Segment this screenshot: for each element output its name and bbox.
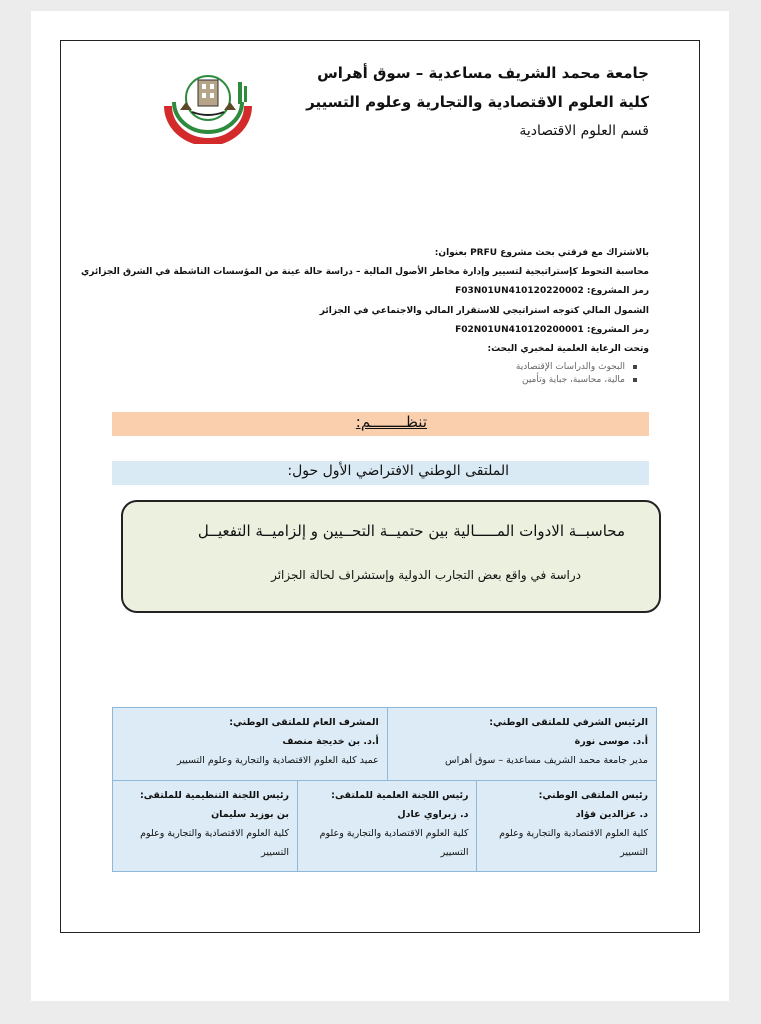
university-name: جامعة محمد الشريف مساعدية – سوق أهراس — [317, 64, 649, 82]
conference-title-box — [121, 500, 661, 613]
conference-subtitle: دراسة في واقع بعض التجارب الدولية وإستشراف لحالة الجزائر — [271, 568, 581, 582]
project2-code: رمز المشروع: F02N01UN410120200001 — [455, 325, 649, 335]
intro-line: بالاشتراك مع فرقتي بحث مشروع PRFU بعنوان: — [434, 248, 649, 258]
conference-label: الملتقى الوطني الافتراضي الأول حول: — [287, 463, 509, 479]
department-name: قسم العلوم الاقتصادية — [519, 123, 649, 139]
committee-table — [112, 707, 657, 872]
list-item: مالية، محاسبة، جباية وتأمين — [516, 375, 637, 385]
project2-title: الشمول المالي كتوجه استراتيجي للاستقرار المالي والاجتماعي في الجزائر — [319, 306, 649, 316]
organize-banner — [112, 412, 649, 436]
organizing-chair-cell: رئيس اللجنة التنظيمية للملتقى: بن بوزيد سليمان كلية العلوم الاقتصادية والتجارية وعلوم التسيير — [113, 781, 298, 872]
project1-title: محاسبة التحوط كإستراتيجية لتسيير وإدارة مخاطر الأصول المالية – دراسة حالة عينة من المؤسسات الناشطة في الشرق الجزائري — [81, 267, 649, 277]
sponsorship-line: وتحت الرعاية العلمية لمخبري البحث: — [487, 344, 649, 354]
honorary-president-cell: الرئيس الشرفي للملتقى الوطني: أ.د. موسى نورة مدير جامعة محمد الشريف مساعدية – سوق أهراس — [387, 708, 656, 781]
table-row — [113, 708, 657, 781]
president-cell: رئيس الملتقى الوطني: د. عزالدين فؤاد كلية العلوم الاقتصادية والتجارية وعلوم التسيير — [477, 781, 657, 872]
conference-banner — [112, 461, 649, 485]
scientific-chair-cell: رئيس اللجنة العلمية للملتقى: د. زبراوي عادل كلية العلوم الاقتصادية والتجارية وعلوم التسيير — [297, 781, 477, 872]
project1-code: رمز المشروع: F03N01UN410120220002 — [455, 286, 649, 296]
general-supervisor-cell: المشرف العام للملتقى الوطني: أ.د. بن خديجة منصف عميد كلية العلوم الاقتصادية والتجارية وعلوم التسيير — [113, 708, 388, 781]
table-row — [113, 781, 657, 872]
labs-list — [516, 362, 637, 388]
bullet-icon — [633, 365, 637, 369]
conference-title: محاسبــة الادوات المـــــالية بين حتميــة التحــيين و إلزاميــة التفعيــل — [197, 522, 625, 540]
university-seal-icon — [160, 62, 256, 144]
bullet-icon — [633, 378, 637, 382]
organize-label: تنظــــــــم: — [355, 413, 427, 431]
list-item: البحوث والدراسات الإقتصادية — [516, 362, 637, 372]
faculty-name: كلية العلوم الاقتصادية والتجارية وعلوم التسيير — [306, 93, 649, 111]
